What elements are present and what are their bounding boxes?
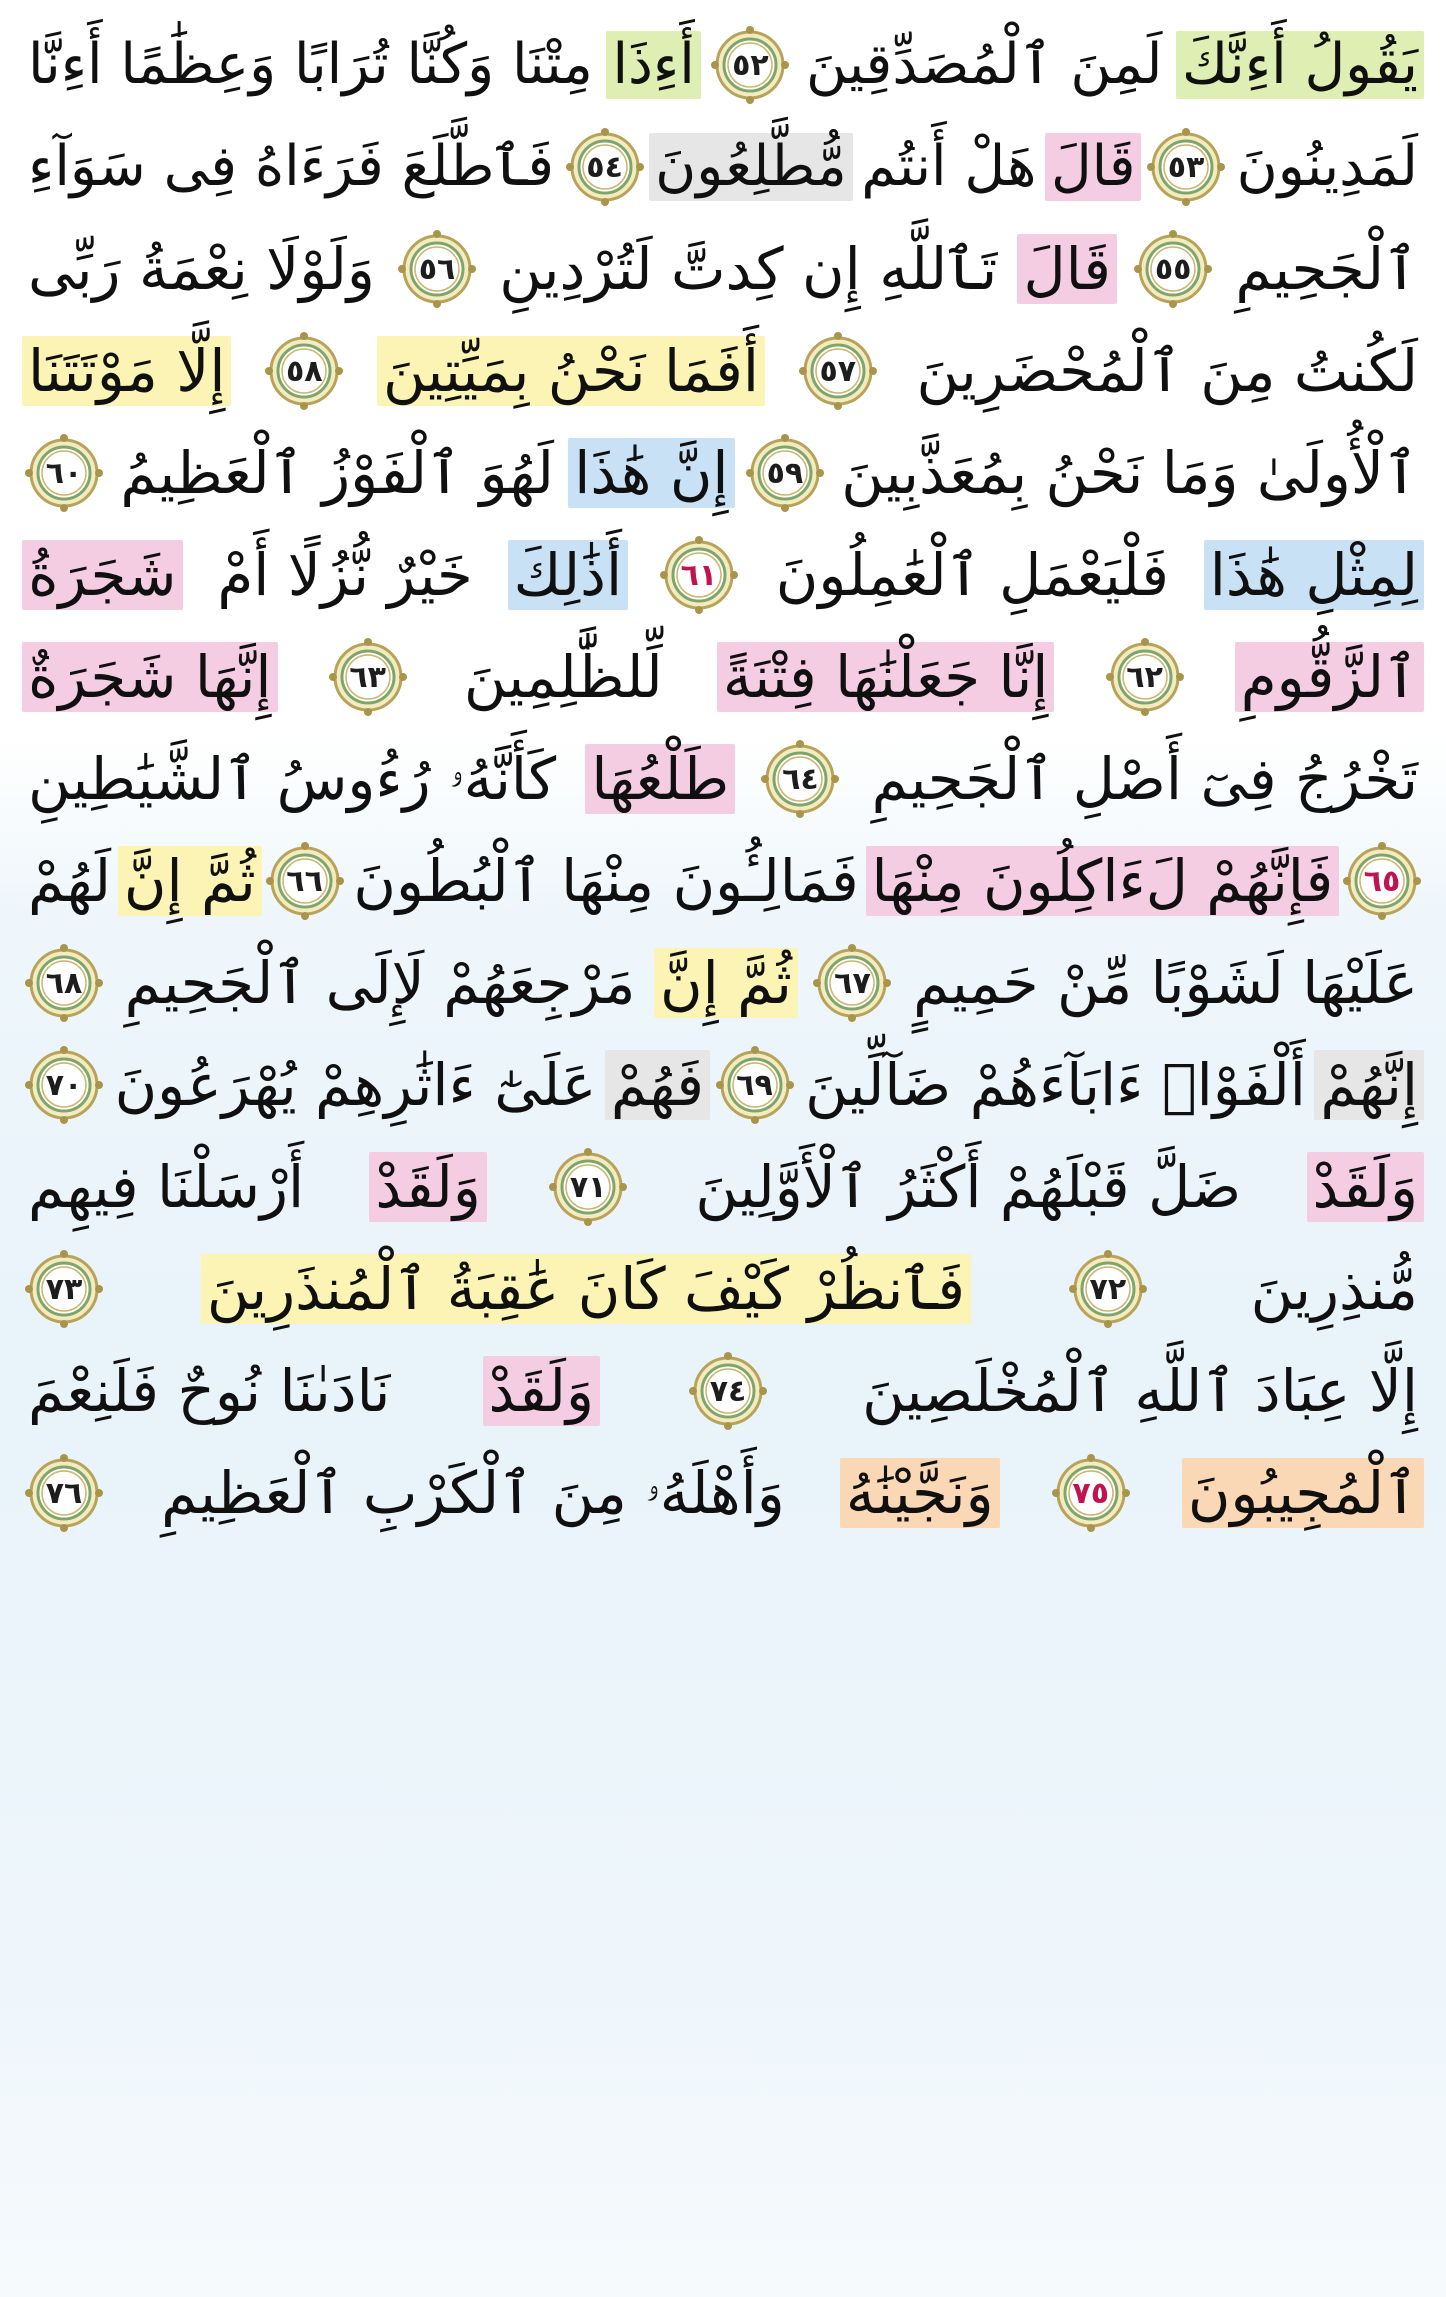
- verse-end-marker: [708, 23, 792, 107]
- highlighted-phrase: يَقُولُ أَءِنَّكَ: [1176, 31, 1424, 99]
- verse-number: ٥٩: [766, 455, 804, 491]
- highlighted-phrase: إِنَّا جَعَلْنَٰهَا فِتْنَةً: [717, 642, 1055, 712]
- verse-number: ٦٥: [1363, 863, 1401, 899]
- verse-text: مُّنذِرِينَ: [1250, 1255, 1418, 1323]
- text-line: [22, 1442, 1424, 1544]
- verse-number: ٥٧: [819, 353, 857, 389]
- highlighted-phrase: وَلَقَدْ: [483, 1356, 600, 1426]
- verse-number: ٧٦: [45, 1475, 83, 1511]
- verse-number: ٦٢: [1126, 659, 1163, 695]
- text-line: [22, 320, 1424, 422]
- verse-end-marker: [743, 431, 827, 515]
- verse-text: لَمِنَ ٱلْمُصَدِّقِينَ: [806, 32, 1163, 97]
- verse-text: أَرْسَلْنَا فِيهِم: [28, 1153, 305, 1221]
- verse-text: لَمَدِينُونَ: [1236, 134, 1418, 199]
- verse-end-marker: [1103, 635, 1187, 719]
- verse-number: ٧٤: [709, 1373, 747, 1409]
- verse-end-marker: [758, 737, 842, 821]
- highlighted-phrase: طَلْعُهَا: [585, 744, 735, 814]
- verse-number: ٦٤: [782, 761, 819, 797]
- text-line: [22, 524, 1424, 626]
- verse-number: ٥٨: [285, 353, 323, 389]
- verse-number: ٦٣: [349, 659, 386, 695]
- text-line: [22, 116, 1424, 218]
- verse-number: ٦٨: [45, 965, 83, 1001]
- text-line: [22, 932, 1424, 1034]
- highlighted-phrase: أَفَمَا نَحْنُ بِمَيِّتِينَ: [377, 336, 765, 406]
- verse-text: لِّلظَّٰلِمِينَ: [463, 643, 663, 711]
- highlighted-phrase: وَلَقَدْ: [1307, 1152, 1424, 1222]
- highlighted-phrase: قَالَ: [1045, 133, 1142, 201]
- verse-number: ٧٥: [1072, 1475, 1110, 1511]
- verse-end-marker: [22, 941, 106, 1025]
- verse-text: لَهُوَ ٱلْفَوْزُ ٱلْعَظِيمُ: [120, 439, 554, 507]
- verse-end-marker: [22, 1043, 106, 1127]
- verse-text: وَأَهْلَهُۥ مِنَ ٱلْكَرْبِ ٱلْعَظِيمِ: [161, 1459, 785, 1527]
- text-line: [22, 218, 1424, 320]
- verse-number: ٧٣: [45, 1271, 83, 1307]
- verse-end-marker: [1049, 1451, 1133, 1535]
- verse-end-marker: [263, 839, 347, 923]
- verse-number: ٦٩: [736, 1067, 773, 1103]
- verse-end-marker: [22, 1451, 106, 1535]
- highlighted-phrase: إِلَّا مَوْتَتَنَا: [22, 336, 231, 406]
- highlighted-phrase: إِنَّ هَٰذَا: [568, 438, 734, 508]
- verse-text: تَٱللَّهِ إِن كِدتَّ لَتُرْدِينِ: [499, 235, 998, 303]
- verse-number: ٥٥: [1154, 251, 1192, 287]
- verse-end-marker: [395, 227, 479, 311]
- text-line: [22, 626, 1424, 728]
- highlighted-phrase: شَجَرَةُ: [22, 540, 182, 610]
- verse-text: عَلَيْهَا لَشَوْبًا مِّنْ حَمِيمٍ: [913, 949, 1418, 1017]
- verse-text: مَرْجِعَهُمْ لَإِلَى ٱلْجَحِيمِ: [124, 949, 636, 1017]
- highlighted-phrase: إِنَّهُمْ: [1314, 1050, 1424, 1120]
- highlighted-phrase: ثُمَّ إِنَّ: [654, 948, 798, 1018]
- highlighted-phrase: أَءِذَا: [606, 31, 700, 99]
- text-line: [22, 728, 1424, 830]
- highlighted-phrase: ٱلزَّقُّومِ: [1235, 642, 1424, 712]
- verse-number: ٦٧: [834, 965, 871, 1001]
- highlighted-phrase: لِمِثْلِ هَٰذَا: [1204, 540, 1424, 610]
- verse-number: ٥٢: [732, 47, 769, 83]
- verse-text: ٱلْأُولَىٰ وَمَا نَحْنُ بِمُعَذَّبِينَ: [841, 439, 1418, 507]
- verse-text: ٱلْجَحِيمِ: [1235, 235, 1418, 303]
- verse-number: ٧٠: [45, 1067, 83, 1103]
- verse-text: أَلْفَوْا۟ ءَابَآءَهُمْ ضَآلِّينَ: [805, 1051, 1306, 1119]
- verse-text: ضَلَّ قَبْلَهُمْ أَكْثَرُ ٱلْأَوَّلِينَ: [695, 1153, 1242, 1221]
- verse-text: فَمَالِـُٔونَ مِنْهَا ٱلْبُطُونَ: [353, 847, 859, 915]
- verse-text: تَخْرُجُ فِىٓ أَصْلِ ٱلْجَحِيمِ: [871, 745, 1418, 813]
- highlighted-phrase: فَهُمْ: [605, 1050, 710, 1120]
- verse-text: خَيْرٌ نُّزُلًا أَمْ: [217, 541, 473, 609]
- verse-end-marker: [1340, 839, 1424, 923]
- highlighted-phrase: أَذَٰلِكَ: [508, 540, 629, 610]
- verse-end-marker: [22, 1247, 106, 1331]
- verse-number: ٦٦: [286, 863, 323, 899]
- highlighted-phrase: فَٱنظُرْ كَيْفَ كَانَ عَٰقِبَةُ ٱلْمُنذَرِينَ: [201, 1254, 971, 1324]
- verse-text: لَهُمْ: [28, 847, 112, 915]
- text-line: [22, 14, 1424, 116]
- highlighted-phrase: وَلَقَدْ: [369, 1152, 486, 1222]
- verse-text: هَلْ أَنتُم: [861, 134, 1037, 199]
- highlighted-phrase: وَنَجَّيْنَٰهُ: [840, 1458, 1000, 1528]
- highlighted-phrase: ٱلْمُجِيبُونَ: [1182, 1458, 1424, 1528]
- text-line: [22, 1136, 1424, 1238]
- verse-text: عَلَىٰٓ ءَاثَٰرِهِمْ يُهْرَعُونَ: [114, 1051, 597, 1119]
- verse-end-marker: [1144, 125, 1228, 209]
- verse-end-marker: [796, 329, 880, 413]
- verse-text: وَلَوْلَا نِعْمَةُ رَبِّى: [28, 235, 375, 303]
- verse-text: فَٱطَّلَعَ فَرَءَاهُ فِى سَوَآءِ: [28, 134, 555, 199]
- highlighted-phrase: إِنَّهَا شَجَرَةٌ: [22, 642, 278, 712]
- verse-number: ٦٠: [45, 455, 83, 491]
- text-line: [22, 1340, 1424, 1442]
- verse-end-marker: [713, 1043, 797, 1127]
- text-line: [22, 830, 1424, 932]
- verse-number: ٥٤: [586, 149, 623, 185]
- verse-number: ٦١: [680, 557, 718, 593]
- verse-end-marker: [563, 125, 647, 209]
- text-line: [22, 422, 1424, 524]
- verse-text: إِلَّا عِبَادَ ٱللَّهِ ٱلْمُخْلَصِينَ: [862, 1357, 1418, 1425]
- verse-text: نَادَىٰنَا نُوحٌ فَلَنِعْمَ: [28, 1357, 391, 1425]
- verse-number: ٥٣: [1167, 149, 1205, 185]
- verse-end-marker: [326, 635, 410, 719]
- highlighted-phrase: مُّطَّلِعُونَ: [649, 133, 853, 201]
- verse-end-marker: [1066, 1247, 1150, 1331]
- verse-number: ٧٢: [1089, 1271, 1127, 1307]
- verse-number: ٥٦: [418, 251, 456, 287]
- verse-end-marker: [1131, 227, 1215, 311]
- verse-end-marker: [657, 533, 741, 617]
- verse-text: كَأَنَّهُۥ رُءُوسُ ٱلشَّيَٰطِينِ: [28, 745, 557, 813]
- verse-end-marker: [546, 1145, 630, 1229]
- verse-text: مِتْنَا وَكُنَّا تُرَابًا وَعِظَٰمًا أَءِنَّا: [28, 32, 593, 97]
- text-line: [22, 1034, 1424, 1136]
- highlighted-phrase: ثُمَّ إِنَّ: [118, 846, 262, 916]
- verse-text: لَكُنتُ مِنَ ٱلْمُحْضَرِينَ: [916, 337, 1418, 405]
- verse-end-marker: [22, 431, 106, 515]
- verse-end-marker: [686, 1349, 770, 1433]
- verse-end-marker: [262, 329, 346, 413]
- highlighted-phrase: قَالَ: [1017, 234, 1117, 304]
- highlighted-phrase: فَإِنَّهُمْ لَءَاكِلُونَ مِنْهَا: [866, 846, 1340, 916]
- verse-text: فَلْيَعْمَلِ ٱلْعَٰمِلُونَ: [775, 541, 1169, 609]
- verse-end-marker: [810, 941, 894, 1025]
- text-line: [22, 1238, 1424, 1340]
- verse-number: ٧١: [569, 1169, 607, 1205]
